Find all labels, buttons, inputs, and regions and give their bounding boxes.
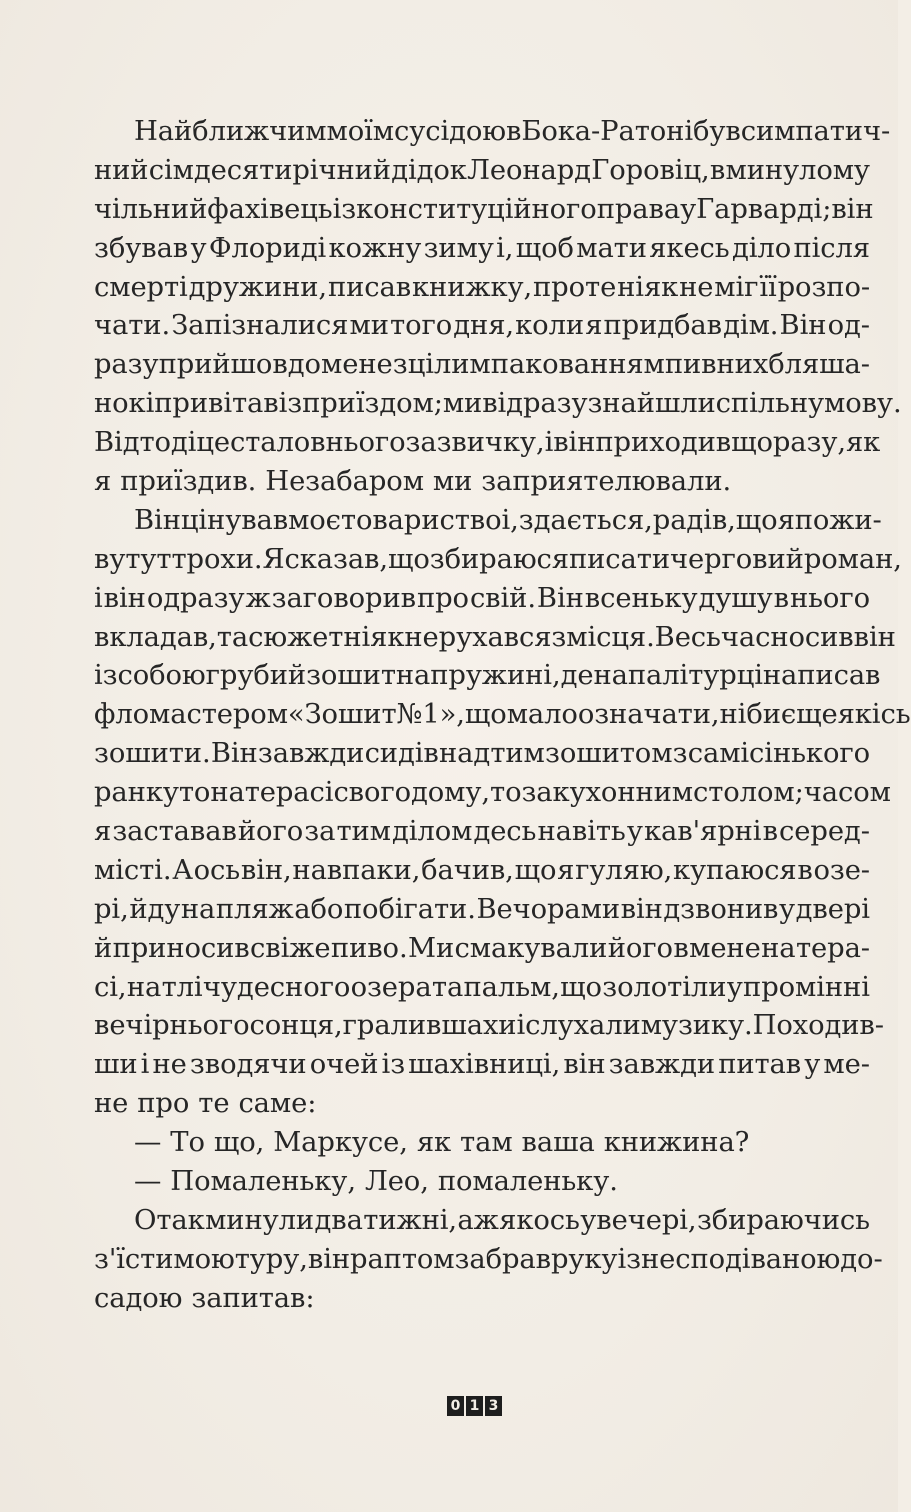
text-line: збував у Флориді кожну зиму і, щоб мати якесь діло після xyxy=(94,232,870,264)
text-line: разу прийшов до мене з цілим пакованням пивних бляша- xyxy=(94,349,870,381)
text-line: ранку то на терасі свого дому, то за кухонним столом; часом xyxy=(94,777,891,809)
text-line: Найближчим моїм сусідою в Бока-Ратоні був симпатич- xyxy=(134,116,891,147)
text-line: з'їсти мою туру, він раптом забрав руку і з несподіваною до- xyxy=(94,1243,883,1275)
paragraph xyxy=(94,1163,870,1202)
text-line: Отак минули два тижні, аж якось увечері, збираючись xyxy=(134,1204,870,1236)
paragraph xyxy=(94,1124,870,1163)
text-line: садою запитав: xyxy=(94,1282,315,1314)
text-line: вкладав, та сюжет ніяк не рухався з місця. Весь час носив він xyxy=(94,621,896,653)
text-line: місті. А ось він, навпаки, бачив, що я гуляю, купаюся в озе- xyxy=(94,854,870,886)
text-line: нок і привітав із приїздом; ми відразу знайшли спільну мову. xyxy=(94,388,902,420)
text-line: чати. Запізналися ми того дня, коли я придбав дім. Він од- xyxy=(94,310,870,342)
text-line: зошити. Він завжди сидів над тим зошитом з самісінького xyxy=(94,738,870,770)
text-line: не про те саме: xyxy=(94,1088,317,1120)
page-number-digit: 1 xyxy=(466,1396,483,1416)
text-line: із собою грубий зошит на пружині, де на палітурці написав xyxy=(94,660,881,692)
text-line: рі, йду на пляж або побігати. Вечорами він дзвонив у двері xyxy=(94,893,870,925)
page-number xyxy=(447,1396,502,1416)
text-line: і він одразу ж заговорив про свій. Він всеньку душу в нього xyxy=(94,582,870,614)
text-line: ши і не зводячи очей із шахівниці, він завжди питав у ме- xyxy=(94,1049,870,1081)
paragraph xyxy=(94,502,911,1124)
text-line: ву тут трохи. Я сказав, що збираюся писати черговий роман, xyxy=(94,543,902,575)
text-line: й приносив свіже пиво. Ми смакували його в мене на тера- xyxy=(94,932,870,964)
page-number-digit: 3 xyxy=(485,1396,502,1416)
text-line: — То що, Маркусе, як там ваша книжина? xyxy=(134,1127,750,1159)
text-line: Відтоді це стало в нього за звичку, і він приходив щоразу, як xyxy=(94,427,881,459)
page-number-digit: 0 xyxy=(447,1396,464,1416)
text-line: вечірнього сонця, грали в шахи і слухали музику. Походив- xyxy=(94,1010,884,1042)
text-line: ний сімдесятирічний дідок Леонард Горовіц, в минулому xyxy=(94,154,870,186)
text-line: фломастером «Зошит №1», що мало означати, ніби є ще якісь xyxy=(94,699,911,731)
text-line: — Помаленьку, Лео, помаленьку. xyxy=(134,1166,618,1198)
text-line: я приїздив. Незабаром ми заприятелювали. xyxy=(94,466,732,498)
body-text xyxy=(94,113,911,1319)
text-line: Він цінував моє товариство і, здається, радів, що я пожи- xyxy=(134,504,882,536)
text-line: я заставав його за тим ділом десь навіть у кав'ярні в серед- xyxy=(94,816,870,848)
text-line: чільний фахівець із конституційного права у Гарварді; він xyxy=(94,193,874,225)
paragraph xyxy=(94,113,902,502)
paragraph xyxy=(94,1202,883,1319)
text-line: сі, на тлі чудесного озера та пальм, що золотіли у промінні xyxy=(94,971,870,1003)
text-line: смерті дружини, писав книжку, проте ніяк не міг її розпо- xyxy=(94,271,870,303)
